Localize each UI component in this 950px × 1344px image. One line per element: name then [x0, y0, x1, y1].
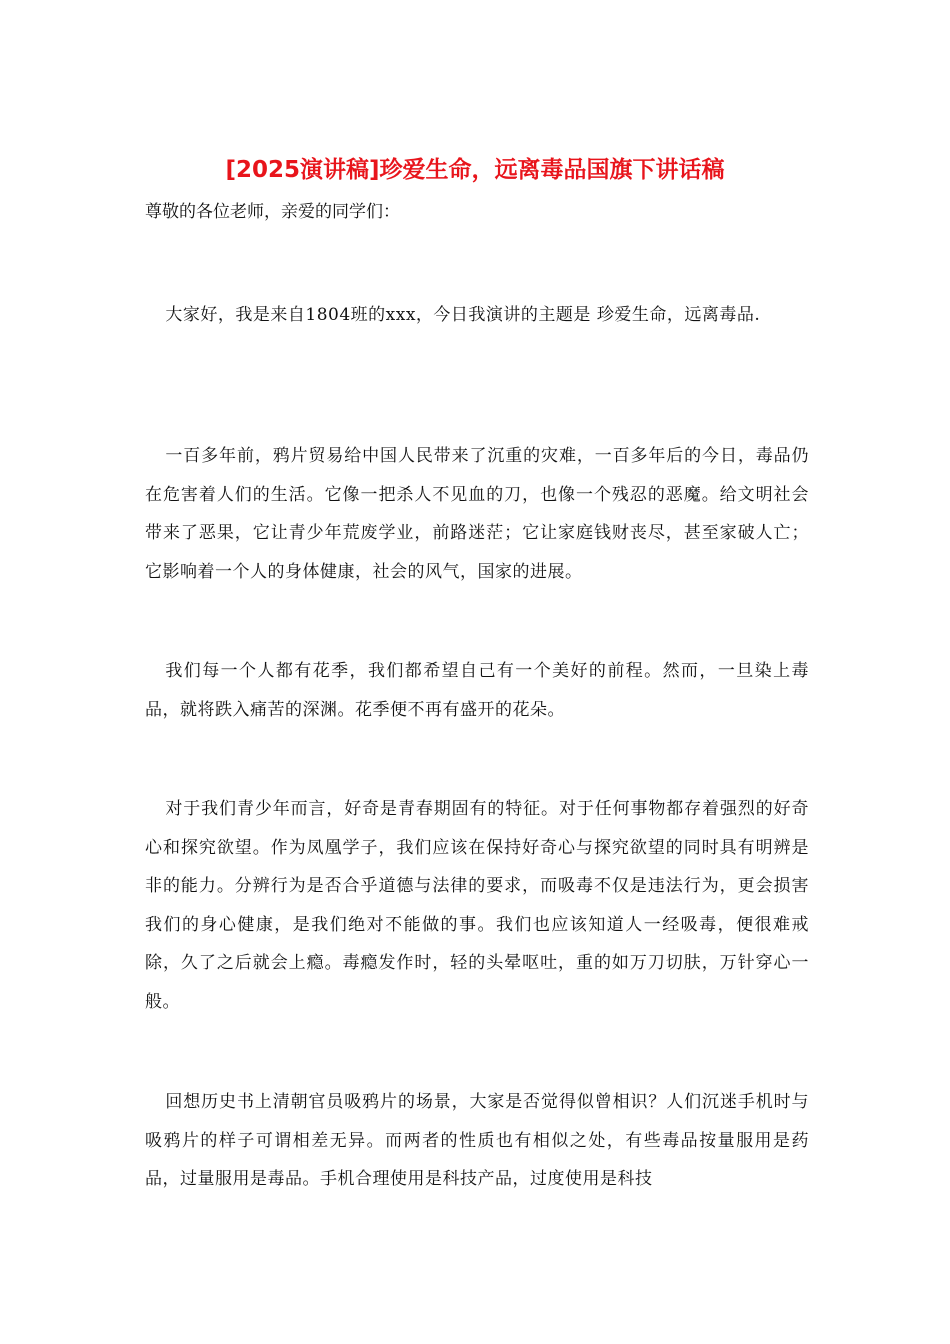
document-title: [2025演讲稿]珍爱生命，远离毒品国旗下讲话稿	[225, 157, 725, 183]
paragraph: 我们每一个人都有花季，我们都希望自己有一个美好的前程。然而，一旦染上毒品，就将跌入痛苦的深渊。花季便不再有盛开的花朵。	[145, 661, 809, 720]
paragraph: 对于我们青少年而言，好奇是青春期固有的特征。对于任何事物都存着强烈的好奇心和探究欲望。作为凤凰学子，我们应该在保持好奇心与探究欲望的同时具有明辨是非的能力。分辨行为是否合乎道德与法律的要求，而吸毒不仅是违法行为，更会损害我们的身心健康，是我们绝对不能做的事。我们也应该知道人一经吸毒，便很难戒除，久了之后就会上瘾。毒瘾发作时，轻的头晕呕吐，重的如万刀切肤，万针穿心一般。	[145, 799, 809, 1012]
paragraph: 大家好，我是来自1804班的xxx，今日我演讲的主题是 珍爱生命，远离毒品.	[165, 305, 761, 325]
paragraph: 一百多年前，鸦片贸易给中国人民带来了沉重的灾难，一百多年后的今日，毒品仍在危害着人们的生活。它像一把杀人不见血的刀，也像一个残忍的恶魔。给文明社会带来了恶果，它让青少年荒废学业，前路迷茫；它让家庭钱财丧尽，甚至家破人亡；它影响着一个人的身体健康，社会的风气，国家的进展。	[145, 446, 809, 582]
paragraph: 回想历史书上清朝官员吸鸦片的场景，大家是否觉得似曾相识？人们沉迷手机时与吸鸦片的样子可谓相差无异。而两者的性质也有相似之处，有些毒品按量服用是药品，过量服用是毒品。手机合理使用是科技产品，过度使用是科技	[145, 1092, 809, 1189]
greeting: 尊敬的各位老师，亲爱的同学们：	[145, 202, 400, 222]
